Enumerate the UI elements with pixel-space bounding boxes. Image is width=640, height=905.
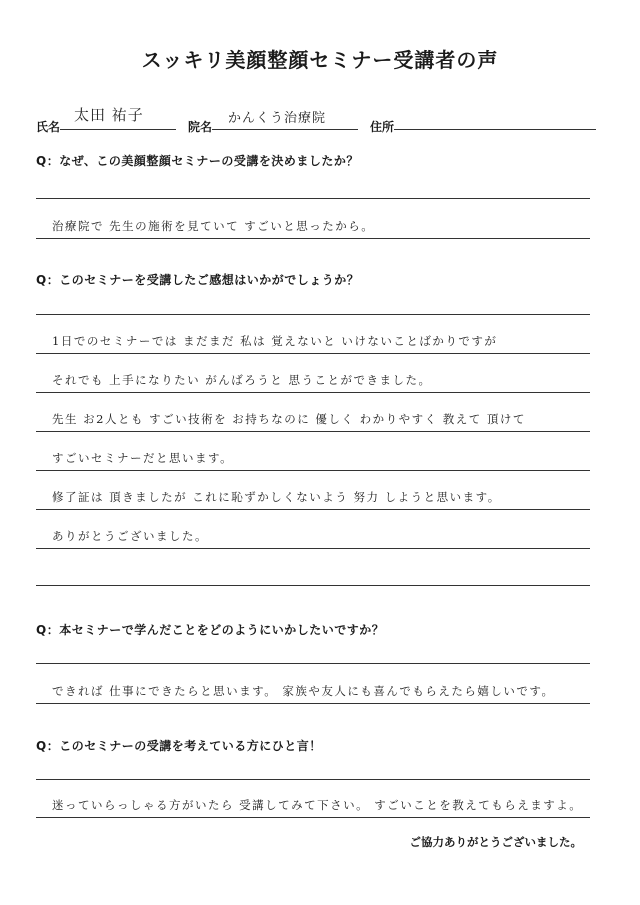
rule [36,392,590,393]
name-value: 太田 祐子 [74,106,144,124]
page-title: スッキリ美顔整顔セミナー受講者の声 [141,48,499,72]
question-3: Q：本セミナーで学んだことをどのようにいかしたいですか？ [36,623,385,637]
rule [36,663,590,664]
rule [36,509,590,510]
name-line [60,129,176,130]
answer-3-line-1: できれば 仕事にできたらと思います。 家族や友人にも喜んでもらえたら嬉しいです。 [52,684,555,698]
rule [36,703,590,704]
name-label: 氏名 [36,120,61,134]
question-2: Q：このセミナーを受講したご感想はいかがでしょうか？ [36,273,360,287]
address-label: 住所 [370,120,395,134]
clinic-line [212,129,358,130]
rule [36,470,590,471]
answer-2-line-5: 修了証は 頂きましたが これに恥ずかしくないよう 努力 しようと思います。 [52,490,501,504]
rule [36,779,590,780]
rule [36,238,590,239]
clinic-value: かんくう治療院 [228,111,327,126]
question-4: Q：このセミナーの受講を考えている方にひと言！ [36,739,322,753]
answer-1-line-1: 治療院で 先生の施術を見ていて すごいと思ったから。 [52,219,375,233]
answer-2-line-6: ありがとうございました。 [52,529,208,543]
question-1: Q：なぜ、この美顔整顔セミナーの受講を決めましたか？ [36,154,359,168]
answer-2-line-3: 先生 お2人とも すごい技術を お持ちなのに 優しく わかりやすく 教えて 頂けて [52,412,526,426]
clinic-label: 院名 [188,120,213,134]
rule [36,431,590,432]
rule [36,585,590,586]
rule [36,817,590,818]
rule [36,353,590,354]
footer-thanks: ご協力ありがとうございました。 [409,835,582,849]
rule [36,198,590,199]
answer-2-line-1: 1日でのセミナーでは まだまだ 私は 覚えないと いけないことばかりですが [52,334,498,348]
rule [36,548,590,549]
rule [36,314,590,315]
address-line [394,129,596,130]
answer-2-line-2: それでも 上手になりたい がんばろうと 思うことができました。 [52,373,432,387]
answer-4-line-1: 迷っていらっしゃる方がいたら 受講してみて下さい。 すごいことを教えてもらえますよ。 [52,798,583,812]
answer-2-line-4: すごいセミナーだと思います。 [52,451,234,465]
